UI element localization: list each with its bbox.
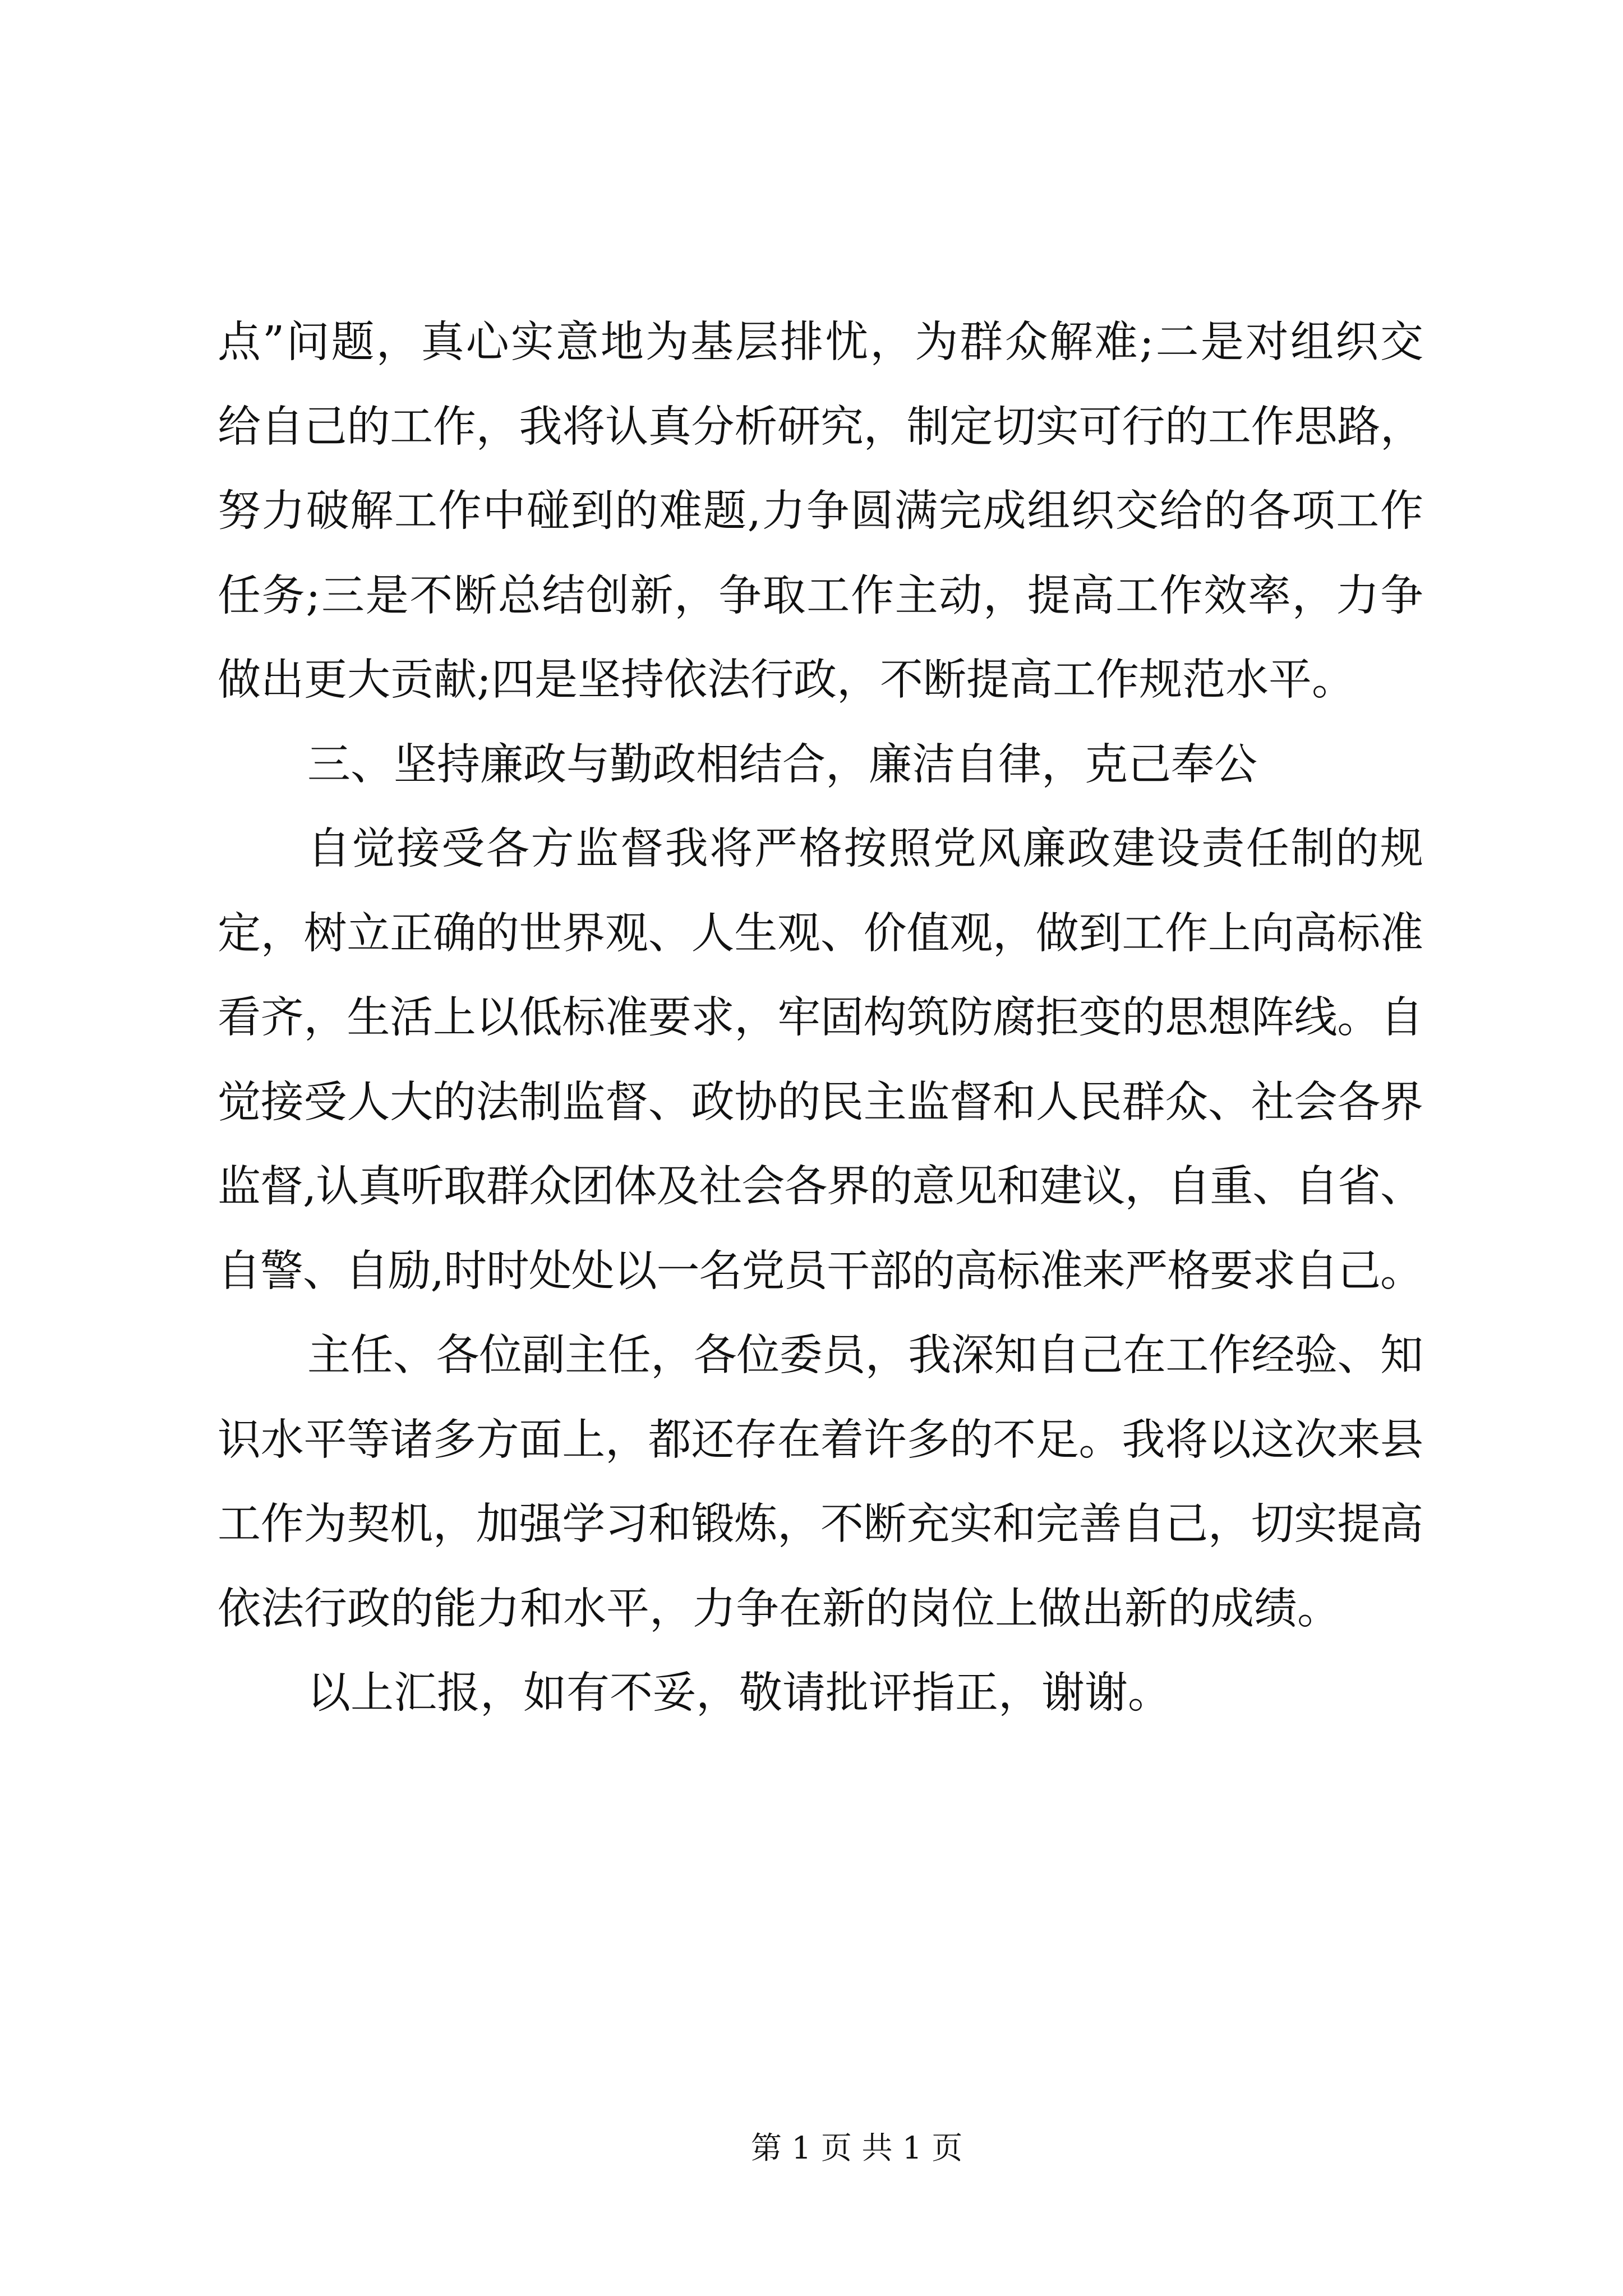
text-line: 以上汇报，如有不妥，敬请批评指正，谢谢。 [307,1668,1171,1718]
text-line: 识水平等诸多方面上，都还存在着许多的不足。我将以这次来县 [218,1415,1423,1465]
paragraph-continued [218,301,1426,723]
paragraph [218,807,1423,1314]
text-line: 努力破解工作中碰到的难题,力争圆满完成组织交给的各项工作 [218,486,1424,536]
paragraph [218,1314,1423,1651]
text-line: 依法行政的能力和水平，力争在新的岗位上做出新的成绩。 [218,1584,1340,1634]
page-number-label: 第 1 页 共 1 页 [751,2130,963,2166]
text-line: 做出更大贡献;四是坚持依法行政，不断提高工作规范水平。 [218,655,1355,705]
text-line: 给自己的工作，我将认真分析研究，制定切实可行的工作思路， [218,402,1423,452]
text-line: 监督,认真听取群众团体及社会各界的意见和建议，自重、自省、 [218,1162,1423,1212]
text-line: 点”问题，真心实意地为基层排忧，为群众解难;二是对组织交 [218,318,1426,367]
text-line: 自觉接受各方监督我将严格按照党风廉政建设责任制的规 [307,824,1425,874]
document-body [218,301,1426,1736]
page-footer [751,2128,962,2168]
closing-paragraph [218,1651,1423,1736]
text-line: 工作为契机，加强学习和锻炼，不断充实和完善自己，切实提高 [218,1499,1423,1549]
text-line: 看齐，生活上以低标准要求，牢固构筑防腐拒变的思想阵线。自 [218,993,1423,1043]
text-line: 主任、各位副主任，各位委员，我深知自己在工作经验、知 [307,1331,1423,1381]
text-line: 任务;三是不断总结创新，争取工作主动，提高工作效率，力争 [218,570,1424,621]
text-line: 自警、自励,时时处处以一名党员干部的高标准来严格要求自己。 [218,1246,1423,1296]
section-heading [218,723,1423,808]
text-line: 觉接受人大的法制监督、政协的民主监督和人民群众、社会各界 [218,1077,1423,1128]
text-line: 定，树立正确的世界观、人生观、价值观，做到工作上向高标准 [218,908,1423,959]
section-heading-text: 三、坚持廉政与勤政相结合，廉洁自律，克己奉公 [307,739,1257,790]
